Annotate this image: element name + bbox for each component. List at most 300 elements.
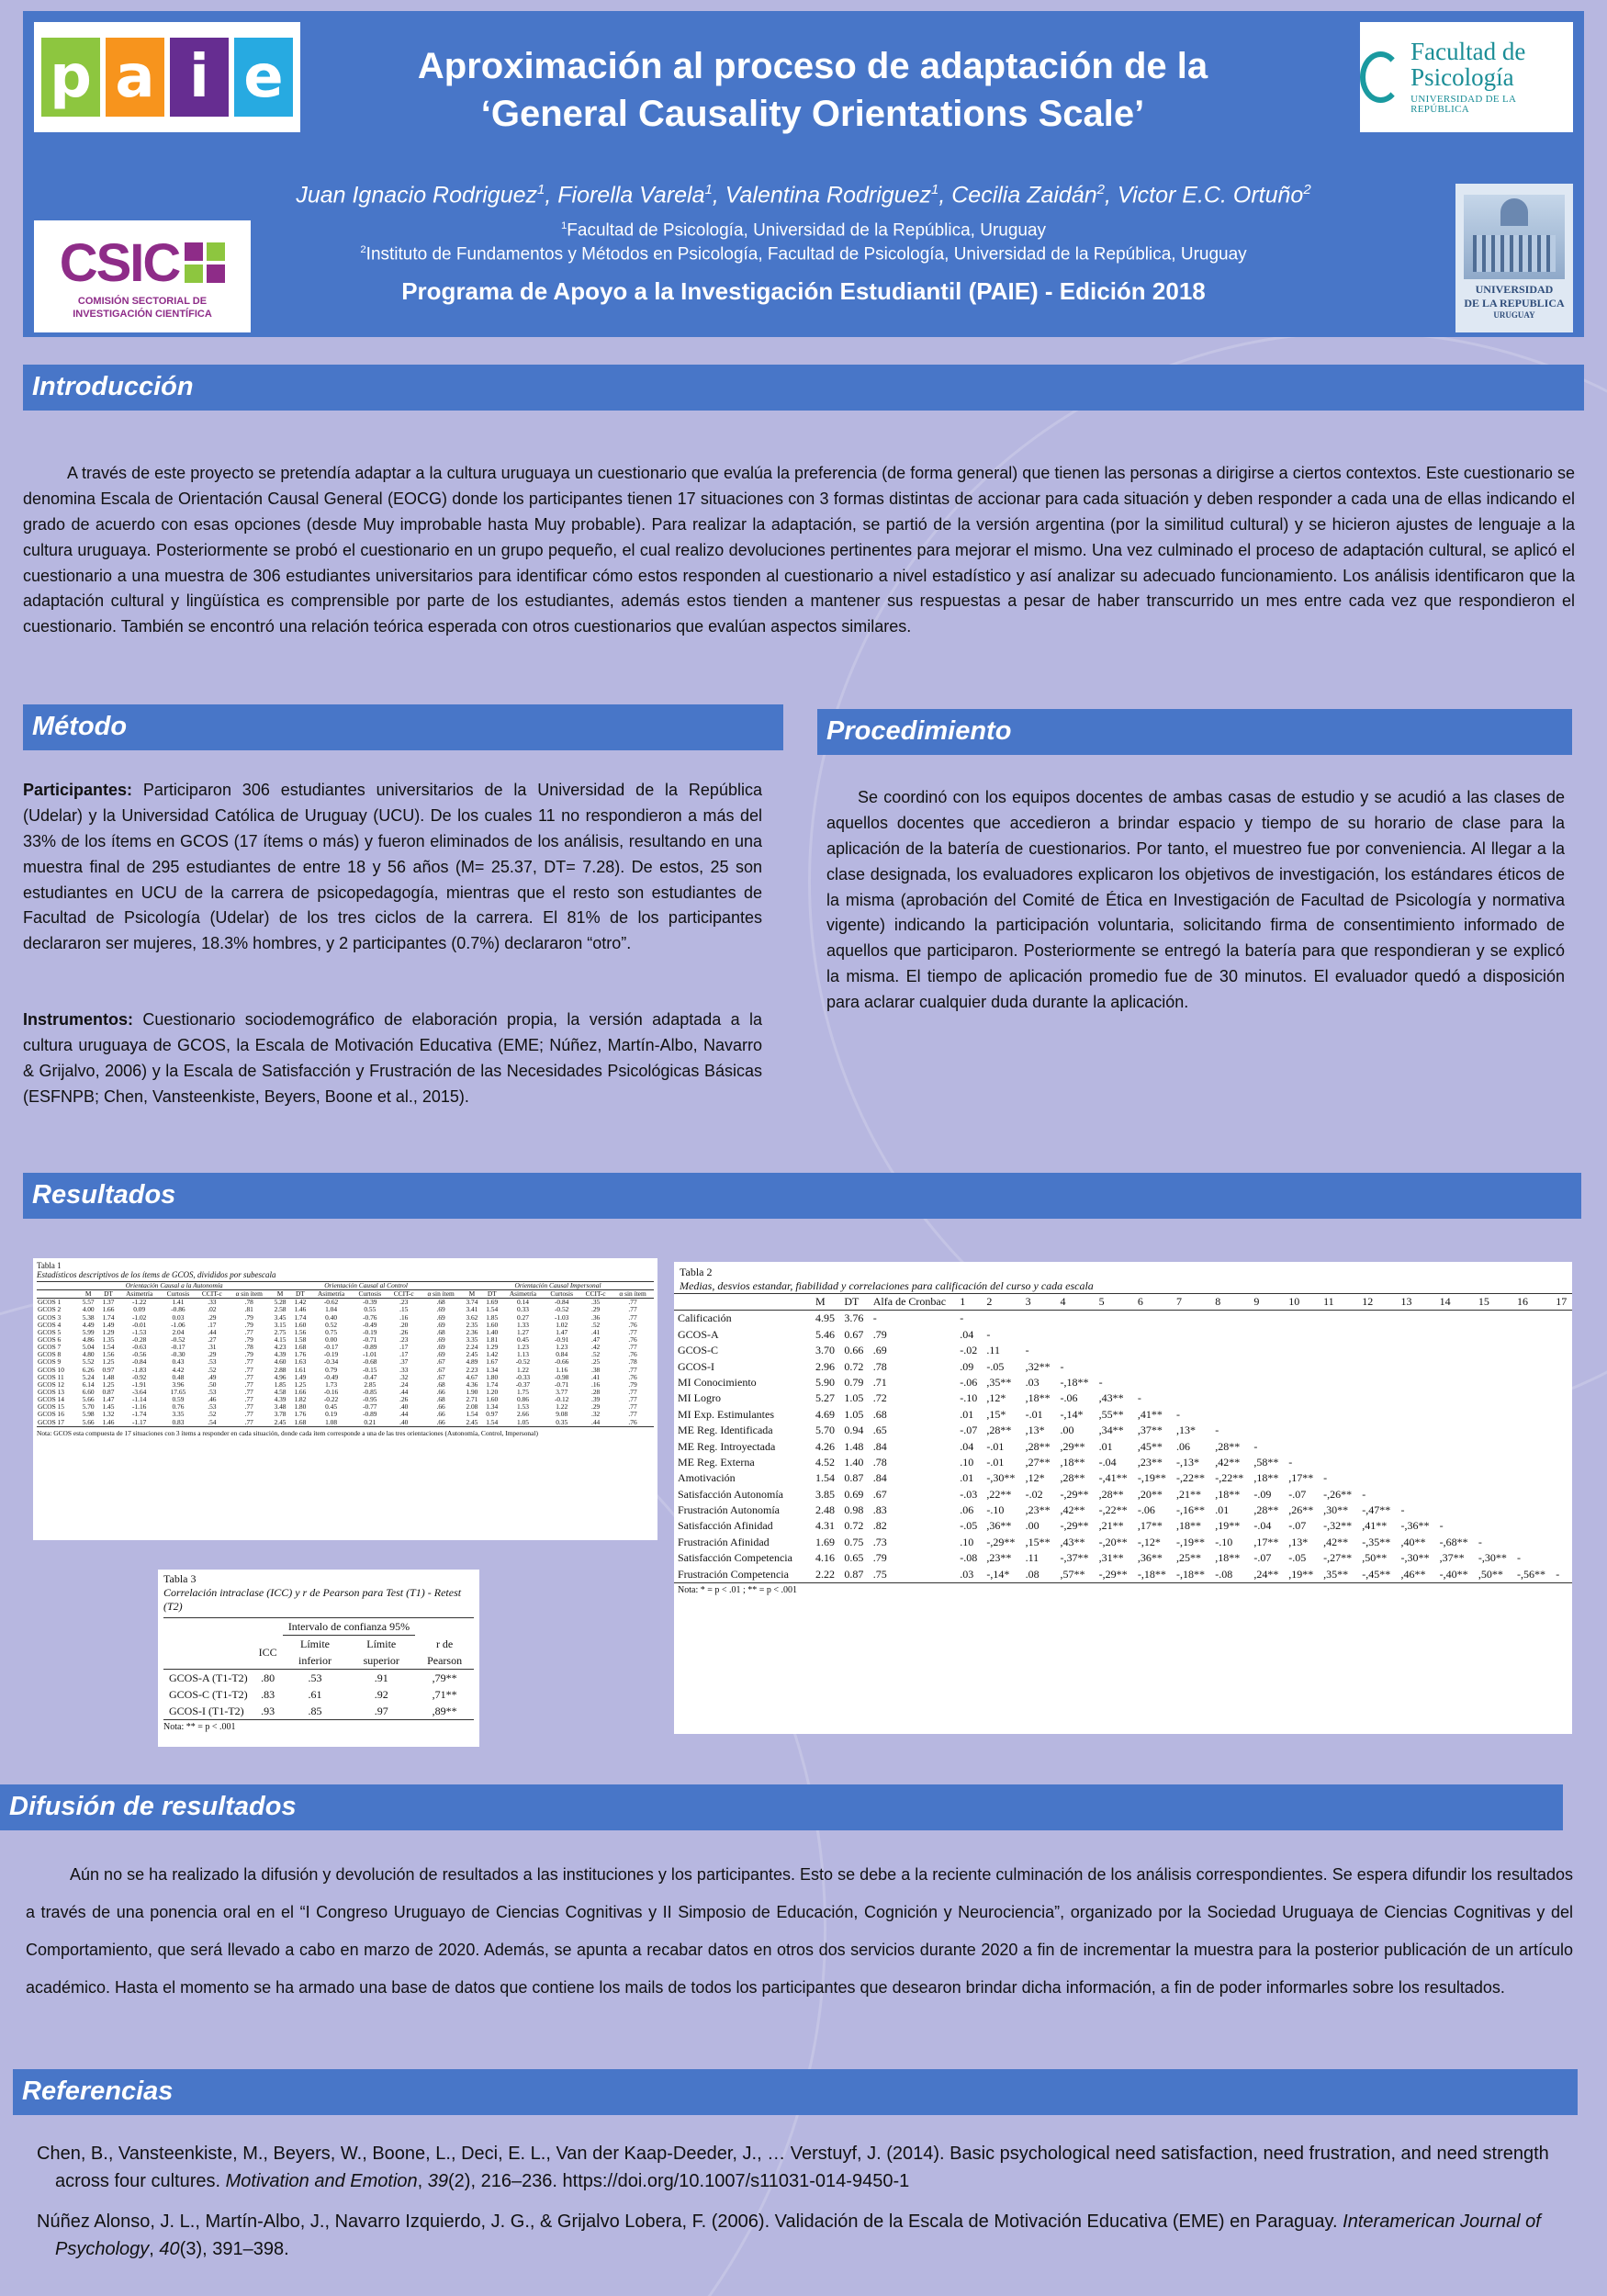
row-label: GCOS 7 — [38, 1343, 62, 1352]
table-cell: 1.74 — [486, 1379, 499, 1389]
table-cell: .01 — [960, 1407, 974, 1421]
table-cell: -1.02 — [131, 1312, 147, 1322]
table-cell: 0.35 — [556, 1417, 568, 1426]
table-cell: -,29** — [1060, 1487, 1089, 1501]
title-line: ‘General Causality Orientations Scale’ — [480, 94, 1145, 134]
table-cell: 1.85 — [486, 1312, 499, 1322]
table-cell: ,42** — [1215, 1455, 1241, 1469]
table-cell: .40 — [399, 1402, 409, 1412]
table-cell: -0.62 — [323, 1298, 339, 1307]
table-cell: 0.14 — [516, 1298, 529, 1307]
table-cell: -0.28 — [131, 1334, 147, 1344]
table-cell: 6.26 — [82, 1365, 95, 1374]
table-cell: -0.66 — [554, 1357, 569, 1367]
table-cell: 3.41 — [466, 1305, 478, 1314]
table-cell: 1.76 — [294, 1410, 307, 1419]
table-cell: 0.84 — [556, 1350, 568, 1359]
table-cell: .83 — [872, 1503, 887, 1517]
table-cell: 2.45 — [466, 1350, 478, 1359]
table-cell: -,30** — [1478, 1551, 1507, 1565]
table-cell: .52 — [590, 1350, 601, 1359]
table-cell: 1.49 — [102, 1320, 115, 1329]
table-cell: ,15* — [986, 1407, 1006, 1421]
table-cell: ,43** — [1098, 1391, 1124, 1405]
table-row — [674, 1390, 1572, 1406]
row-label: GCOS-A — [678, 1327, 719, 1341]
table-cell: 1.22 — [516, 1365, 529, 1374]
table-cell: 1.54 — [102, 1343, 115, 1352]
table-cell: .77 — [244, 1379, 253, 1389]
table-cell: 5.70 — [815, 1424, 835, 1437]
table-cell: .67 — [436, 1372, 445, 1381]
table-cell: .09 — [960, 1359, 974, 1373]
table-cell: -.07 — [1253, 1551, 1272, 1565]
authors-line: Juan Ignacio Rodriguez$^1$, Fiorella Varela$^1$, Valentina Rodriguez$^1$, Cecilia Zaidán$^2$, Victor E.C. Ortuño$^2$ — [296, 182, 1311, 208]
table-cell: .66 — [436, 1417, 445, 1426]
table-3-column-header: Límite inferior — [298, 1638, 332, 1667]
row-label: MI Conocimiento — [678, 1375, 757, 1389]
table-cell: 0.98 — [844, 1503, 864, 1517]
table-cell: .01 — [1098, 1439, 1113, 1453]
table-cell: 5.46 — [815, 1327, 835, 1341]
row-label: GCOS-I (T1-T2) — [169, 1705, 244, 1717]
row-label: Satisfacción Afinidad — [678, 1519, 773, 1533]
row-label: GCOS-C (T1-T2) — [169, 1688, 248, 1701]
table-cell: .36 — [590, 1312, 601, 1322]
table-cell: -0.63 — [131, 1343, 147, 1352]
table-row — [163, 1686, 474, 1703]
table-cell: .04 — [960, 1327, 974, 1341]
row-label: GCOS 8 — [38, 1350, 62, 1359]
procedure-paragraph: Se coordinó con los equipos docentes de ambas casas de estudio y se acudió a las clases de aquellos docentes que accedieron a brindar espacio y tiempo de su horario de clase para la aplicación de la batería de cuestionarios. Por tanto, el muestreo fue por conveniencia. Al llegar a la clase designada, los evaluadores explicaron los objetivos de investigación, los estándares éticos de la misma (aprobación del Comité de Ética en Investigación de Facultad de Psicología y normativa vigente) indicando la participación voluntaria, solicitando firma de consentimiento informado de aquellos que participaron. Posteriormente se entregó la batería para que respondieran y se explicó la misma. El tiempo de aplicación promedio fue de 30 minutos. El evaluador quedó a disposición para aclarar cualquier duda durante la aplicación. — [826, 788, 1565, 1012]
csic-logo — [34, 220, 251, 332]
table-cell: 1.74 — [102, 1312, 115, 1322]
table-row — [674, 1550, 1572, 1566]
table-cell: .92 — [374, 1688, 388, 1701]
table-cell: -1.83 — [131, 1365, 147, 1374]
table-cell: 17.65 — [170, 1387, 186, 1396]
table-cell: .52 — [590, 1320, 601, 1329]
table-cell: ,50** — [1362, 1551, 1388, 1565]
university-building-icon — [1464, 195, 1565, 279]
table-cell: .66 — [436, 1387, 445, 1396]
section-heading-referencias: Referencias — [13, 2069, 1578, 2115]
table-cell: .53 — [308, 1671, 322, 1684]
table-row — [674, 1487, 1572, 1503]
table-cell: .78 — [872, 1359, 887, 1373]
table-cell: -,30** — [986, 1471, 1016, 1485]
table-cell: 1.25 — [102, 1379, 115, 1389]
table-cell: -,41** — [1098, 1471, 1128, 1485]
table-cell: ,41** — [1137, 1407, 1163, 1421]
table-cell: - — [1556, 1567, 1560, 1581]
table-cell: .49 — [208, 1372, 217, 1381]
table-cell: 0.97 — [486, 1410, 499, 1419]
table-cell: -.04 — [1098, 1455, 1117, 1469]
table-cell: 3.45 — [274, 1312, 287, 1322]
table-cell: 1.63 — [294, 1357, 307, 1367]
table-cell: .35 — [590, 1298, 601, 1307]
table-cell: .20 — [399, 1320, 409, 1329]
table-cell: 4.23 — [274, 1343, 287, 1352]
table-cell: .01 — [1215, 1503, 1230, 1517]
table-cell: 1.02 — [556, 1320, 568, 1329]
table-cell: 6.60 — [82, 1387, 95, 1396]
table-cell: ,21** — [1176, 1487, 1202, 1501]
affiliation-number: 2 — [1303, 182, 1311, 197]
row-label: Frustración Competencia — [678, 1567, 789, 1581]
table-cell: ,23** — [1025, 1503, 1051, 1517]
table-cell: ,24** — [1253, 1567, 1279, 1581]
table-cell: ,13* — [1288, 1535, 1309, 1548]
table-row — [674, 1518, 1572, 1534]
table-cell: .77 — [244, 1417, 253, 1426]
table-cell: 0.87 — [844, 1567, 864, 1581]
table-cell: 4.67 — [466, 1372, 478, 1381]
table-cell: ,18** — [1060, 1455, 1085, 1469]
table-cell: 1.23 — [556, 1343, 568, 1352]
csic-logo-text: COMISIÓN SECTORIAL DE — [77, 295, 208, 307]
reference-text: Chen, B., Vansteenkiste, M., Beyers, W., Boone, L., Deci, E. L., Van der Kaap-Deeder, J., … Verstuyf, J. (2014). Basic psychological need satisfaction, need frustration, and need strength across four cultures. — [37, 2144, 1549, 2191]
table-cell: .80 — [261, 1671, 275, 1684]
table-cell: 1.47 — [102, 1395, 115, 1404]
participants-label: Participantes: — [23, 781, 133, 799]
table-cell: - — [1137, 1391, 1141, 1405]
table-cell: .23 — [399, 1298, 409, 1307]
table-cell: - — [1400, 1503, 1405, 1517]
row-label: Frustración Afinidad — [678, 1535, 770, 1548]
table-cell: -0.52 — [515, 1357, 531, 1367]
row-label: GCOS 6 — [38, 1334, 62, 1344]
table-cell: -0.37 — [515, 1379, 531, 1389]
table-cell: 1.56 — [102, 1350, 115, 1359]
table-2-column-header: 13 — [1400, 1295, 1412, 1308]
table-1-column-header: M — [84, 1289, 92, 1299]
table-cell: .31 — [208, 1343, 217, 1352]
table-cell: .69 — [436, 1320, 445, 1329]
table-cell: -,47** — [1362, 1503, 1391, 1517]
table-cell: 1.58 — [294, 1334, 307, 1344]
table-cell: 5.28 — [274, 1298, 287, 1307]
table-cell: -,27** — [1323, 1551, 1353, 1565]
table-cell: 4.80 — [82, 1350, 95, 1359]
table-cell: .77 — [244, 1395, 253, 1404]
fp-logo-text: Psicología — [1410, 63, 1514, 92]
table-cell: -0.77 — [363, 1402, 377, 1412]
table-cell: 0.66 — [844, 1344, 864, 1357]
author: Fiorella Varela — [557, 182, 705, 208]
table-cell: 1.46 — [102, 1417, 115, 1426]
table-1-column-header: DT — [487, 1289, 497, 1299]
row-label: ME Reg. Introyectada — [678, 1439, 776, 1453]
table-cell: ,37** — [1439, 1551, 1465, 1565]
row-label: Satisfacción Autonomía — [678, 1487, 783, 1501]
table-1 — [33, 1258, 657, 1540]
table-cell: .03 — [960, 1567, 974, 1581]
table-cell: 4.42 — [172, 1365, 185, 1374]
author: Valentina Rodriguez — [725, 182, 931, 208]
table-cell: -0.68 — [363, 1357, 377, 1367]
table-cell: 4.49 — [82, 1320, 95, 1329]
table-cell: 1.56 — [294, 1327, 307, 1336]
table-cell: -.08 — [1215, 1567, 1233, 1581]
table-cell: ,57** — [1060, 1567, 1085, 1581]
table-cell: -0.30 — [171, 1350, 185, 1359]
table-cell: .23 — [399, 1334, 409, 1344]
table-cell: ,19** — [1215, 1519, 1241, 1533]
table-cell: 0.69 — [844, 1487, 864, 1501]
table-cell: ,30** — [1323, 1503, 1349, 1517]
table-cell: 2.24 — [466, 1343, 478, 1352]
table-cell: 9.08 — [556, 1410, 568, 1419]
row-label: GCOS 17 — [38, 1417, 64, 1426]
table-3-column-header: Límite superior — [363, 1638, 399, 1667]
table-cell: .00 — [1060, 1424, 1074, 1437]
table-cell: 1.76 — [294, 1350, 307, 1359]
table-cell: .72 — [872, 1391, 887, 1405]
table-3-ci-header: Intervalo de confianza 95% — [283, 1618, 416, 1636]
table-cell: 2.58 — [274, 1305, 287, 1314]
table-cell: -.07 — [1288, 1487, 1307, 1501]
table-cell: 1.22 — [556, 1402, 568, 1412]
table-2-column-header: 8 — [1215, 1295, 1221, 1308]
table-cell: 2.96 — [815, 1359, 835, 1373]
table-cell: .29 — [208, 1350, 217, 1359]
table-cell: .78 — [628, 1357, 637, 1367]
table-cell: 5.99 — [82, 1327, 95, 1336]
table-cell: -,13* — [1176, 1455, 1200, 1469]
table-cell: -0.22 — [323, 1395, 339, 1404]
table-cell: -0.01 — [131, 1320, 147, 1329]
row-label: GCOS 12 — [38, 1379, 64, 1389]
table-cell: 1.29 — [102, 1327, 115, 1336]
table-cell: - — [1517, 1551, 1522, 1565]
table-cell: 1.53 — [516, 1402, 529, 1412]
table-cell: .24 — [399, 1379, 409, 1389]
table-cell: -1.22 — [131, 1298, 147, 1307]
table-cell: ,34** — [1098, 1424, 1124, 1437]
table-cell: 5.66 — [82, 1417, 95, 1426]
table-cell: .53 — [208, 1357, 217, 1367]
table-cell: 3.78 — [274, 1410, 287, 1419]
table-cell: .29 — [590, 1305, 601, 1314]
reference-item — [37, 2140, 1561, 2195]
row-label: GCOS 11 — [38, 1372, 64, 1381]
table-cell: - — [986, 1327, 991, 1341]
table-cell: 0.75 — [325, 1327, 338, 1336]
table-cell: .44 — [590, 1417, 601, 1426]
table-cell: .61 — [308, 1688, 322, 1701]
table-cell: .93 — [261, 1705, 275, 1717]
table-1-column-header: CCIT-c — [201, 1289, 222, 1299]
table-cell: .46 — [208, 1395, 217, 1404]
table-cell: .77 — [244, 1365, 253, 1374]
table-2-column-header: 14 — [1439, 1295, 1451, 1308]
table-cell: 1.47 — [556, 1327, 568, 1336]
table-cell: .91 — [374, 1671, 388, 1684]
table-cell: 1.40 — [486, 1327, 499, 1336]
paie-letter: p — [41, 38, 100, 117]
table-cell: -.02 — [960, 1344, 978, 1357]
table-cell: .77 — [244, 1410, 253, 1419]
table-cell: ,17** — [1137, 1519, 1163, 1533]
table-cell: .25 — [590, 1357, 601, 1367]
table-cell: 6.14 — [82, 1379, 95, 1389]
affiliation-number: 1 — [560, 220, 568, 231]
table-cell: ,15** — [1025, 1535, 1051, 1548]
table-cell: -0.33 — [515, 1372, 531, 1381]
table-cell: 4.36 — [466, 1379, 478, 1389]
table-cell: 4.26 — [815, 1439, 835, 1453]
reference-item — [37, 2208, 1561, 2263]
table-cell: -0.76 — [363, 1312, 377, 1322]
table-cell: .32 — [590, 1410, 601, 1419]
table-cell: 5.24 — [82, 1372, 95, 1381]
table-cell: 0.55 — [364, 1305, 376, 1314]
table-cell: 1.13 — [516, 1350, 529, 1359]
table-cell: 1.81 — [486, 1334, 499, 1344]
affiliation-text: Facultad de Psicología, Universidad de la República, Uruguay — [567, 220, 1047, 241]
table-cell: -0.12 — [554, 1395, 569, 1404]
reference-text: (3), 391–398. — [179, 2239, 289, 2259]
table-cell: 4.00 — [82, 1305, 95, 1314]
table-cell: 3.76 — [844, 1311, 864, 1325]
table-cell: 5.38 — [82, 1312, 95, 1322]
table-2-column-header — [674, 1294, 812, 1311]
table-cell: .15 — [399, 1305, 409, 1314]
table-cell: ,40** — [1400, 1535, 1426, 1548]
table-cell: 2.48 — [815, 1503, 835, 1517]
paie-letter: e — [234, 38, 293, 117]
table-cell: 4.58 — [274, 1387, 287, 1396]
table-cell: 1.33 — [516, 1320, 529, 1329]
table-cell: -1.03 — [554, 1312, 569, 1322]
table-2-column-header: 4 — [1060, 1295, 1066, 1308]
table-cell: 4.39 — [274, 1350, 287, 1359]
row-label: MI Exp. Estimulantes — [678, 1407, 774, 1421]
table-cell: .10 — [960, 1535, 974, 1548]
participants-text: Participaron 306 estudiantes universitarios de la Universidad de la República (Udelar) y la Universidad Católica de Uruguay (UCU). De los cuales 11 no respondieron a más del 33% de los ítems en GCOS (17 ítems o más) y fueron eliminados de los análisis, resultando en una muestra final de 295 estudiantes de entre 18 y 56 años (M= 25.37, DT= 7.28). De estos, 25 son estudiantes en UCU de la carrera de psicopedagogía, mientras que el resto son estudiantes de Facultad de Psicología (Udelar) de los tres ciclos de la carrera. El 81% de los participantes declararon ser mujeres, 18.3% hombres, y 2 participantes (0.7%) declararon “otro”. — [23, 781, 762, 953]
table-2-column-header: 10 — [1288, 1295, 1300, 1308]
table-cell: 1.34 — [486, 1365, 499, 1374]
table-cell: .69 — [872, 1344, 887, 1357]
difusion-paragraph: Aún no se ha realizado la difusión y devolución de resultados a las instituciones y los participantes. Esto se debe a la reciente culminación de los análisis correspondientes. Se espera difundir los resultados a través de una ponencia oral en el “I Congreso Uruguayo de Ciencias Cognitivas y II Simposio de Educación, Cognición y Neurociencia”, organizado por la Sociedad Uruguaya de Ciencias Cognitivas y del Comportamiento, que será llevado a cabo en marzo de 2020. Además, se apunta a recabar datos en otros dos servicios durante 2020 a fin de incrementar la muestra para la posterior publicación de un artículo académico. Hasta el momento se ha armado una base de datos que contiene los mails de todos los participantes que desearon brindar dicha información, a fin de poder informarles sobre los resultados. — [26, 1865, 1573, 1997]
csic-squares-icon — [185, 242, 225, 283]
table-cell: ,28** — [1098, 1487, 1124, 1501]
table-cell: ,25** — [1176, 1551, 1202, 1565]
table-cell: 0.48 — [172, 1372, 185, 1381]
section-heading-resultados: Resultados — [23, 1173, 1581, 1219]
table-cell: .77 — [244, 1357, 253, 1367]
table-1-column-header: Curtosis — [166, 1289, 190, 1299]
table-cell: .28 — [590, 1387, 601, 1396]
table-cell: -,29** — [1060, 1519, 1089, 1533]
table-cell: .77 — [628, 1410, 637, 1419]
table-2-column-header: 1 — [960, 1295, 966, 1308]
table-cell: 1.48 — [844, 1439, 864, 1453]
table-cell: .78 — [244, 1298, 253, 1307]
table-cell: 1.60 — [294, 1320, 307, 1329]
table-cell: .47 — [590, 1334, 601, 1344]
table-cell: -.10 — [986, 1503, 1005, 1517]
table-cell: ,45** — [1137, 1439, 1163, 1453]
paie-letter: i — [170, 38, 229, 117]
program-name: Programa de Apoyo a la Investigación Estudiantil (PAIE) - Edición 2018 — [401, 277, 1206, 305]
table-cell: -.01 — [1025, 1407, 1043, 1421]
udelar-logo-text: UNIVERSIDAD — [1475, 283, 1554, 297]
table-cell: .52 — [208, 1410, 217, 1419]
table-cell: .29 — [208, 1312, 217, 1322]
table-cell: .17 — [208, 1320, 217, 1329]
table-cell: .44 — [208, 1327, 217, 1336]
table-cell: 1.85 — [274, 1379, 287, 1389]
table-cell: .16 — [590, 1379, 601, 1389]
table-1-column-header: α sin ítem — [235, 1289, 263, 1299]
table-cell: 5.70 — [82, 1402, 95, 1412]
table-cell: 4.95 — [815, 1311, 835, 1325]
table-3-title: Tabla 3 — [163, 1572, 197, 1585]
table-2-column-header: M — [815, 1295, 826, 1308]
table-cell: ,22** — [986, 1487, 1012, 1501]
table-cell: ,37** — [1137, 1424, 1163, 1437]
table-cell: -1.16 — [131, 1402, 147, 1412]
table-cell: -0.56 — [131, 1350, 147, 1359]
table-row — [674, 1343, 1572, 1358]
table-3-note: Nota: ** = p < .001 — [163, 1722, 236, 1732]
table-cell: 1.08 — [325, 1417, 338, 1426]
table-cell: -0.39 — [363, 1298, 377, 1307]
table-cell: -.01 — [986, 1439, 1005, 1453]
table-cell: ,18** — [1025, 1391, 1051, 1405]
table-cell: -0.84 — [554, 1298, 569, 1307]
table-cell: 1.05 — [844, 1391, 864, 1405]
table-3-column-header: r de Pearson — [427, 1637, 463, 1667]
table-cell: - — [1253, 1439, 1258, 1453]
section-heading-introduccion: Introducción — [23, 365, 1584, 411]
table-cell: -1.91 — [131, 1379, 147, 1389]
title-line: Aproximación al proceso de adaptación de la — [417, 46, 1208, 86]
table-cell: -1.17 — [131, 1417, 147, 1426]
affiliation-2 — [253, 244, 1354, 264]
table-cell: -0.98 — [554, 1372, 569, 1381]
table-cell: 1.37 — [102, 1298, 115, 1307]
table-2-column-header: 12 — [1362, 1295, 1374, 1308]
table-cell: .67 — [436, 1365, 445, 1374]
table-cell: .69 — [436, 1305, 445, 1314]
table-cell: ,71** — [432, 1688, 457, 1701]
table-cell: ,35** — [986, 1375, 1012, 1389]
table-cell: - — [1060, 1359, 1064, 1373]
table-cell: ,55** — [1098, 1407, 1124, 1421]
table-cell: 1.23 — [516, 1343, 529, 1352]
table-cell: 1.54 — [486, 1305, 499, 1314]
table-cell: 0.65 — [844, 1551, 864, 1565]
udelar-logo-text: URUGUAY — [1493, 310, 1535, 321]
table-cell: -.07 — [960, 1424, 978, 1437]
table-cell: .06 — [960, 1503, 974, 1517]
table-cell: -0.52 — [171, 1334, 185, 1344]
table-cell: 5.90 — [815, 1375, 835, 1389]
table-cell: -.07 — [1288, 1519, 1307, 1533]
table-cell: .77 — [628, 1343, 637, 1352]
section-heading-procedimiento: Procedimiento — [817, 709, 1572, 755]
references-list — [37, 2140, 1561, 2276]
table-cell: ,13* — [1176, 1424, 1197, 1437]
table-1-column-header: CCIT-c — [393, 1289, 414, 1299]
table-cell: 4.16 — [815, 1551, 835, 1565]
table-cell: 0.40 — [325, 1312, 338, 1322]
table-cell: -0.47 — [363, 1372, 377, 1381]
